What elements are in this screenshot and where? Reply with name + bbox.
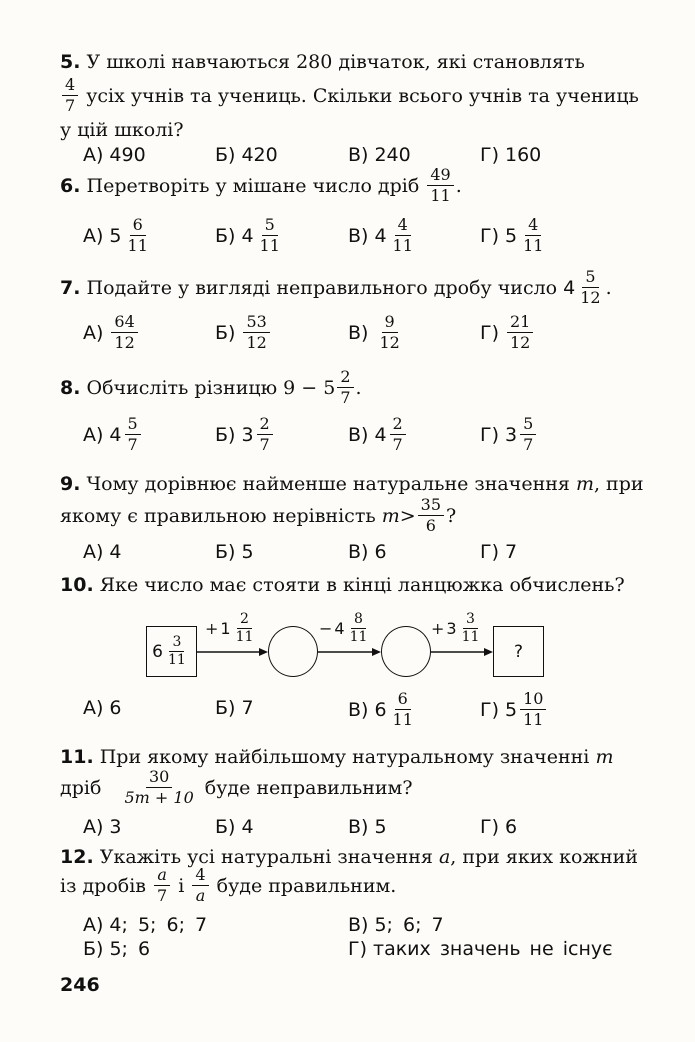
arrow-1-head	[259, 648, 268, 656]
problem-number: 10.	[60, 574, 94, 596]
problem-text: дріб	[60, 776, 102, 799]
problem-text: При якому найбільшому натуральному значенні	[99, 746, 590, 768]
option-b: Б) 5	[215, 541, 254, 563]
chain-start-box: 6 $\frac{3}{11}$	[146, 626, 197, 677]
problem-7-line-1: 7. Подайте у вигляді неправильного дробу число 4 $\frac{5}{12}$ .	[60, 267, 612, 307]
option-b: Б) 4 $\frac{5}{11}$	[215, 215, 280, 255]
chain-circle-1	[268, 626, 318, 677]
option-a: А) 6	[83, 697, 122, 719]
option-b: Б) 5; 6	[83, 938, 151, 960]
option-a: А) 4; 5; 6; 7	[83, 914, 208, 936]
problem-number: 6.	[60, 174, 81, 197]
option-d: Г) 5 $\frac{10}{11}$	[480, 690, 548, 729]
option-c: В) 4 $\frac{4}{11}$	[348, 215, 413, 255]
option-d: Г) $\frac{21}{12}$	[480, 313, 535, 352]
problem-text: Обчисліть різницю 9 − 5	[86, 376, 336, 399]
option-a: А) 490	[83, 144, 146, 166]
problem-6-line-1: 6. Перетворіть у мішане число дріб $\frac{49}{11}$ .	[60, 165, 462, 205]
chain-step-1-label: + 1 $\frac{2}{11}$	[205, 611, 254, 645]
option-c: В) 5; 6; 7	[348, 914, 444, 936]
problem-text: Подайте у вигляді неправильного дробу число	[86, 276, 558, 299]
problem-text: усіх учнів та учениць. Скільки всього учнів та учениць	[86, 84, 639, 107]
problem-number: 8.	[60, 376, 81, 399]
option-b: Б) 4	[215, 816, 254, 838]
option-c: В) 5	[348, 816, 387, 838]
problem-number: 12.	[60, 846, 94, 868]
option-a: А) $\frac{64}{12}$	[83, 313, 140, 352]
problem-12-line-2: із дробів $\frac{a}{7}$ і $\frac{4}{a}$ буде правильним.	[60, 865, 397, 905]
option-a: А) 5 $\frac{6}{11}$	[83, 215, 148, 255]
chain-end-box: ?	[493, 626, 544, 677]
option-b: Б) 7	[215, 697, 254, 719]
problem-11-line-1: 11. При якому найбільшому натуральному значенні m	[60, 746, 614, 768]
option-d: Г) 7	[480, 541, 518, 563]
problem-text: У школі навчаються 280 дівчаток, які становлять	[86, 51, 585, 73]
problem-text: із дробів	[60, 874, 146, 897]
page-number: 246	[60, 974, 100, 996]
problem-12-line-1: 12. Укажіть усі натуральні значення a, при яких кожний	[60, 846, 638, 868]
option-a: А) 4	[83, 541, 122, 563]
option-d: Г) 3 $\frac{5}{7}$	[480, 415, 538, 454]
problem-text: Перетворіть у мішане число дріб	[86, 174, 420, 197]
arrow-2-head	[372, 648, 381, 656]
problem-text: буде правильним.	[216, 874, 397, 897]
chain-step-2-label: − 4 $\frac{8}{11}$	[319, 611, 368, 645]
problem-text: у цій школі?	[60, 119, 184, 141]
option-b: Б) $\frac{53}{12}$	[215, 313, 272, 352]
option-c: В) 240	[348, 144, 411, 166]
problem-number: 7.	[60, 276, 81, 299]
option-c: В) 6	[348, 541, 387, 563]
problem-9-line-1: 9. Чому дорівнює найменше натуральне значення m, при	[60, 473, 644, 495]
option-c: В) 6 $\frac{6}{11}$	[348, 689, 413, 729]
problem-text: Чому дорівнює найменше натуральне значення	[86, 473, 570, 495]
option-a: А) 4 $\frac{5}{7}$	[83, 415, 143, 454]
option-c: В) 4 $\frac{2}{7}$	[348, 415, 408, 454]
fraction: $\frac{49}{11}$	[427, 166, 453, 205]
option-b: Б) 3 $\frac{2}{7}$	[215, 415, 275, 454]
chain-step-3-label: + 3 $\frac{3}{11}$	[431, 611, 480, 645]
fraction: $\frac{4}{7}$	[62, 76, 78, 115]
problem-11-line-2: дріб $\frac{30}{5m + 10}$ буде неправильним?	[60, 767, 413, 807]
option-d: Г) таких значень не існує	[348, 938, 613, 960]
problem-text: Укажіть усі натуральні значення	[99, 846, 433, 868]
problem-number: 5.	[60, 51, 81, 73]
option-d: Г) 6	[480, 816, 518, 838]
option-a: А) 3	[83, 816, 122, 838]
problem-text: якому є правильною нерівність	[60, 504, 376, 527]
problem-number: 9.	[60, 473, 81, 495]
problem-number: 11.	[60, 746, 94, 768]
problem-text: буде неправильним?	[204, 776, 413, 799]
arrow-3-head	[484, 648, 493, 656]
option-d: Г) 160	[480, 144, 542, 166]
option-c: В) $\frac{9}{12}$	[348, 312, 400, 352]
problem-8-line-1: 8. Обчисліть різницю 9 − 5 $\frac{2}{7}$ .	[60, 367, 362, 407]
option-b: Б) 420	[215, 144, 278, 166]
chain-circle-2	[381, 626, 431, 677]
option-d: Г) 5 $\frac{4}{11}$	[480, 215, 544, 255]
problem-9-line-2: якому є правильною нерівність m > $\frac{35}{6}$ ?	[60, 495, 457, 535]
problem-text: Яке число має стояти в кінці ланцюжка обчислень?	[99, 574, 625, 596]
